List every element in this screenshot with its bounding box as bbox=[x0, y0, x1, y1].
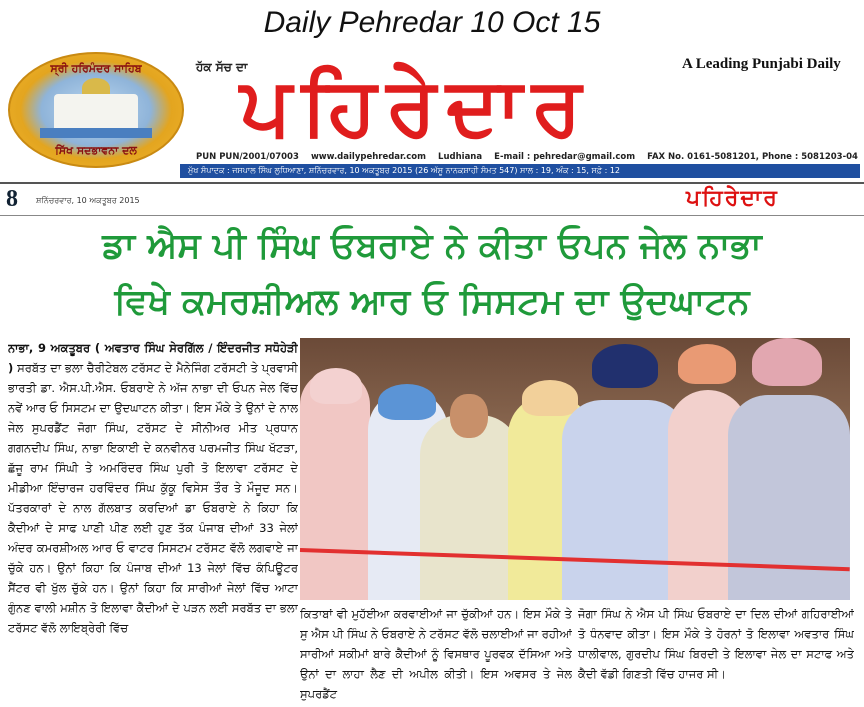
page-number: 8 bbox=[6, 186, 18, 212]
emblem-bottom-text: ਸਿੱਖ ਸਦਭਾਵਨਾ ਦਲ bbox=[55, 144, 137, 157]
article-byline: ਨਾਭਾ, 9 ਅਕਤੂਬਰ ( ਅਵਤਾਰ ਸਿੰਘ ਸੇਰਗਿੱਲ / ਇੰਦਰਜੀਤ ਸਧੋਹੇੜੀ ) bbox=[8, 341, 298, 375]
website-link: www.dailypehredar.com bbox=[310, 152, 426, 162]
masthead-info-bar bbox=[196, 150, 858, 164]
divider bbox=[0, 215, 864, 216]
page-date: ਸ਼ਨਿੱਚਰਵਾਰ, 10 ਅਕਤੂਬਰ 2015 bbox=[36, 196, 140, 205]
headline-line-2: ਵਿਖੇ ਕਮਰਸ਼ੀਅਲ ਆਰ ਓ ਸਿਸਟਮ ਦਾ ਉਦਘਾਟਨ bbox=[114, 282, 750, 322]
email-text: E-mail : pehredar@gmail.com bbox=[494, 152, 636, 162]
masthead-tagline: ਹੱਕ ਸੱਚ ਦਾ bbox=[196, 60, 248, 74]
photo-person bbox=[300, 370, 370, 600]
phone-text: FAX No. 0161-5081201, Phone : 5081203-04 bbox=[647, 152, 858, 162]
masthead-blue-bar: ਮੁੱਖ ਸੰਪਾਦਕ : ਜਸਪਾਲ ਸਿੰਘ ਲੁਧਿਆਣਾ, ਸ਼ਨਿੱਚਰਵਾਰ, 10 ਅਕਤੂਬਰ 2015 (26 ਅੱਸੂ ਨਾਨਕਸ਼ਾਹੀ ਸੰਮਤ 547) ਸਾਲ : 19, ਅੰਕ : 15, ਸਫ਼ੇ : 12 bbox=[180, 164, 860, 178]
photo-person bbox=[420, 415, 520, 600]
article-column-middle: ਕਿਤਾਬਾਂ ਵੀ ਮੁਹੱਈਆ ਕਰਵਾਈਆਂ ਜਾ ਚੁੱਕੀਆਂ ਹਨ। ਇਸ ਮੌਕੇ ਤੇ ਸੁ ਐਸ ਪੀ ਸਿੰਘ ਨੇ ਓਬਰਾਏ ਨੇ ਟਰੱਸਟ ਵੱਲੋ ਚਲਾਈਆਂ ਜਾ ਰਹੀਆਂ ਸਾਰੀਆਂ ਸਕੀਮਾਂ ਬਾਰੇ ਕੈਦੀਆਂ ਨੂੰ ਵਿਸਥਾਰ ਪੂਰਵਕ ਦੱਸਿਆ ਅਤੇ ਉਨਾਂ ਦਾ ਲਾਹਾ ਲੈਣ ਦੀ ਅਪੀਲ ਕੀਤੀ। ਇਸ ਅਵਸਰ ਤੇ ਜੇਲ ਸੁਪਰਡੈਂਟ bbox=[300, 607, 572, 701]
page-brand: ਪਹਿਰੇਦਾਰ bbox=[686, 186, 779, 211]
leading-daily-text: A Leading Punjabi Daily bbox=[682, 56, 841, 72]
headline-line-1: ਡਾ ਐਸ ਪੀ ਸਿੰਘ ਓਬਰਾਏ ਨੇ ਕੀਤਾ ਓਪਨ ਜੇਲ ਨਾਭਾ bbox=[102, 226, 762, 266]
registration-number: PUN PUN/2001/07003 bbox=[196, 152, 299, 162]
article-column-right: ਜੋਗਾ ਸਿੰਘ ਨੇ ਐਸ ਪੀ ਸਿੰਘ ਓਬਰਾਏ ਦਾ ਦਿਲ ਦੀਆਂ ਗਹਿਰਾਈਆਂ ਤੋ ਧੰਨਵਾਦ ਕੀਤਾ। ਇਸ ਮੌਕੇ ਤੇ ਹੋਰਨਾਂ ਤੋ ਇਲਾਵਾ ਅਵਤਾਰ ਸਿੰਘ ਧਾਲੀਵਾਲ, ਗੁਰਦੀਪ ਸਿੰਘ ਬਿਰਦੀ ਤੇ ਇਲਾਵਾ ਜੇਲ ਦਾ ਸਟਾਫ ਅਤੇ ਕੈਦੀ ਵੱਡੀ ਗਿਣਤੀ ਵਿੱਚ ਹਾਜਰ ਸੀ। bbox=[578, 607, 854, 681]
city-label: Ludhiana bbox=[438, 152, 483, 162]
emblem-water bbox=[40, 128, 152, 138]
divider bbox=[0, 182, 864, 184]
photo-turban bbox=[522, 380, 578, 416]
article-left-text: ਸਰਬੱਤ ਦਾ ਭਲਾ ਚੈਰੀਟੇਬਲ ਟਰੱਸਟ ਦੇ ਮੈਨੇਜਿੰਗ ਟਰੱਸਟੀ ਤੇ ਪ੍ਰਵਾਸੀ ਭਾਰਤੀ ਡਾ. ਐਸ.ਪੀ.ਐਸ. ਓਬਰਾਏ ਨੇ ਅੱਜ ਨਾਭਾ ਦੀ ਓਪਨ ਜੇਲ ਵਿੱਚ ਨਵੇਂ ਆਰ ਓ ਸਿਸਟਮ ਦਾ ਉਦਘਾਟਨ ਕੀਤਾ। ਇਸ ਮੌਕੇ ਤੇ ਉਨਾਂ ਦੇ ਨਾਲ ਜੇਲ ਸੁਪਰਡੈਂਟ ਜੋਗਾ ਸਿੰਘ, ਟਰੱਸਟ ਦੇ ਸੀਨੀਅਰ ਮੀਤ ਪ੍ਰਧਾਨ ਗਗਨਦੀਪ ਸਿੰਘ, ਨਾਭਾ ਇਕਾਈ ਦੇ ਕਨਵੀਨਰ ਪਰਮਜੀਤ ਸਿੰਘ ਖੱਟੜਾ, ਛੱਜੂ ਰਾਮ ਸਿੰਘੀ ਤੇ ਅਮਰਿੰਦਰ ਸਿੰਘ ਪੁਰੀ ਤੋ ਇਲਾਵਾ ਟਰੱਸਟ ਦੇ ਮੀਡੀਆ ਇੰਚਾਰਜ ਹਰਵਿੰਦਰ ਸਿੰਘ ਕੁੱਕੂ ਵਿਸੇਸ ਤੌਰ ਤੇ ਮੌਜੂਦ ਸਨ। ਪੱਤਰਕਾਰਾਂ ਦੇ ਨਾਲ ਗੱਲਬਾਤ ਕਰਦਿਆਂ ਡਾ ਓਬਰਾਏ ਨੇ ਕਿਹਾ ਕਿ ਕੈਦੀਆਂ ਦੇ ਸਾਫ ਪਾਣੀ ਪੀਣ ਲਈ ਹੁਣ ਤੱਕ ਪੰਜਾਬ ਦੀਆਂ 33 ਜੇਲਾਂ ਅੰਦਰ ਕਮਰਸ਼ੀਅਲ ਆਰ ਓ ਵਾਟਰ ਸਿਸਟਮ ਟਰੱਸਟ ਵੱਲੋ ਲਗਵਾਏ ਜਾ ਚੁੱਕੇ ਹਨ। ਉਨਾਂ ਕਿਹਾ ਕਿ ਪੰਜਾਬ ਦੀਆਂ 13 ਜੇਲਾਂ ਵਿੱਚ ਕੰਪਿਊਟਰ ਸੈਂਟਰ ਵੀ ਖੁੱਲ ਚੁੱਕੇ ਹਨ। ਉਨਾਂ ਕਿਹਾ ਕਿ ਸਾਰੀਆਂ ਜੇਲਾਂ ਵਿੱਚ ਆਟਾ ਗੁੰਨਣ ਵਾਲੀ ਮਸ਼ੀਨ ਤੋ ਇਲਾਵਾ ਕੈਦੀਆਂ ਦੇ ਪੜਨ ਲਈ ਸਰਬੱਤ ਦਾ ਭਲਾ ਟਰੱਸਟ ਵੱਲੋ ਲਾਇਬ੍ਰੇਰੀ ਵਿੱਚ bbox=[8, 361, 298, 635]
photo-turban bbox=[378, 384, 436, 420]
emblem-top-text: ਸ੍ਰੀ ਹਰਿਮੰਦਰ ਸਾਹਿਬ bbox=[50, 62, 142, 75]
newspaper-emblem-logo bbox=[8, 52, 184, 168]
photo-turban bbox=[752, 338, 822, 386]
photo-turban bbox=[592, 344, 658, 388]
newspaper-name: ਪਹਿਰੇਦਾਰ bbox=[240, 60, 592, 153]
article-column-left bbox=[8, 338, 298, 704]
photo-turban bbox=[310, 368, 362, 404]
photo-face bbox=[450, 394, 488, 438]
emblem-building bbox=[54, 94, 138, 130]
photo-turban bbox=[678, 344, 736, 384]
clip-title: Daily Pehredar 10 Oct 15 bbox=[263, 6, 601, 39]
